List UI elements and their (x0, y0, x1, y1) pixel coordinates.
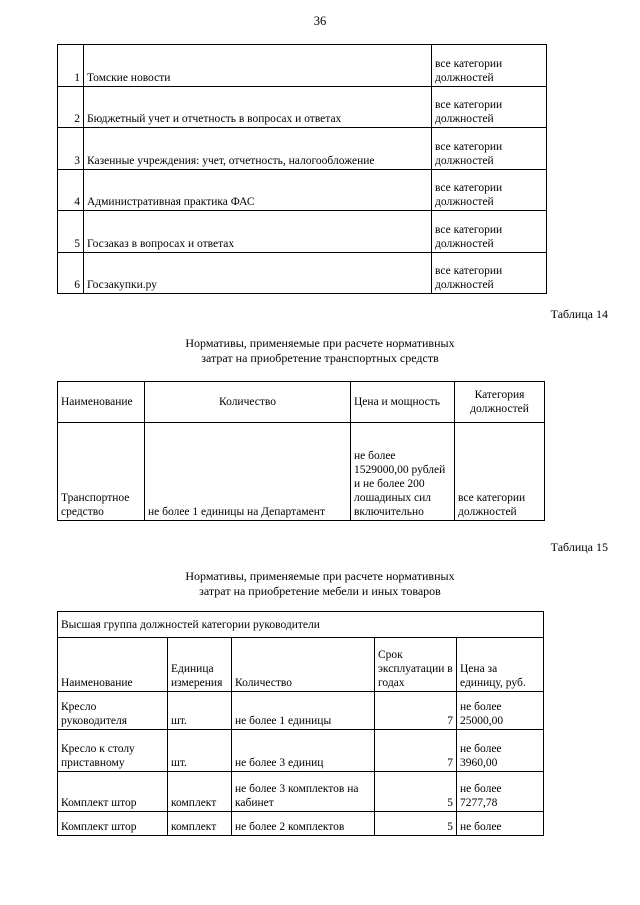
item-quantity: не более 3 единиц (232, 730, 375, 772)
periodicals-table (57, 44, 547, 294)
item-term: 5 (375, 772, 457, 812)
item-term: 7 (375, 730, 457, 772)
header-name: Наименование (58, 638, 168, 692)
periodical-name: Казенные учреждения: учет, отчетность, налогообложение (84, 128, 432, 170)
item-price: не более 3960,00 (457, 730, 544, 772)
item-price: не более 25000,00 (457, 692, 544, 730)
row-number: 2 (58, 86, 84, 128)
item-term: 7 (375, 692, 457, 730)
item-unit: шт. (168, 730, 232, 772)
row-number: 6 (58, 252, 84, 294)
page-number: 36 (313, 14, 327, 28)
item-quantity: не более 1 единицы (232, 692, 375, 730)
position-category: все категории должностей (432, 128, 547, 170)
periodical-name: Госзакупки.ру (84, 252, 432, 294)
position-category: все категории должностей (432, 45, 547, 87)
transport-norms-table (57, 381, 545, 521)
table-row (58, 692, 544, 730)
item-name: Комплект штор (58, 772, 168, 812)
table-row (58, 86, 547, 128)
item-name: Транспортное средство (58, 423, 145, 521)
position-group-title: Высшая группа должностей категории руководители (58, 612, 544, 638)
periodical-name: Бюджетный учет и отчетность в вопросах и ответах (84, 86, 432, 128)
item-unit: комплект (168, 772, 232, 812)
periodical-name: Административная практика ФАС (84, 169, 432, 211)
item-price: не более (457, 812, 544, 836)
row-number: 1 (58, 45, 84, 87)
table-14-title (0, 336, 640, 366)
table-header-row (58, 638, 544, 692)
table-row (58, 252, 547, 294)
item-name: Кресло к столу приставному (58, 730, 168, 772)
header-name: Наименование (58, 382, 145, 423)
table-14-label: Таблица 14 (550, 307, 608, 321)
item-unit: шт. (168, 692, 232, 730)
header-quantity: Количество (145, 382, 351, 423)
table-row (58, 169, 547, 211)
position-category: все категории должностей (432, 211, 547, 253)
table-row (58, 730, 544, 772)
item-quantity: не более 2 комплектов (232, 812, 375, 836)
table-14-title-line-2: затрат на приобретение транспортных средств (201, 351, 439, 365)
furniture-norms-table (57, 611, 544, 836)
position-category: все категории должностей (432, 86, 547, 128)
table-row (58, 812, 544, 836)
row-number: 3 (58, 128, 84, 170)
header-unit: Единица измерения (168, 638, 232, 692)
item-quantity: не более 1 единицы на Департамент (145, 423, 351, 521)
item-name: Комплект штор (58, 812, 168, 836)
item-term: 5 (375, 812, 457, 836)
table-14-title-line-1: Нормативы, применяемые при расчете нормативных (185, 336, 455, 350)
header-price: Цена за единицу, руб. (457, 638, 544, 692)
header-price: Цена и мощность (351, 382, 455, 423)
periodical-name: Томские новости (84, 45, 432, 87)
item-category: все категории должностей (455, 423, 545, 521)
table-15-title-line-2: затрат на приобретение мебели и иных товаров (199, 584, 441, 598)
table-15-title (0, 569, 640, 599)
item-price: не более 1529000,00 рублей и не более 200 лошадиных сил включительно (351, 423, 455, 521)
group-row (58, 612, 544, 638)
table-15-label: Таблица 15 (550, 540, 608, 554)
header-term: Срок эксплуатации в годах (375, 638, 457, 692)
table-row (58, 423, 545, 521)
row-number: 5 (58, 211, 84, 253)
table-header-row (58, 382, 545, 423)
table-row (58, 772, 544, 812)
table-row (58, 211, 547, 253)
periodical-name: Госзаказ в вопросах и ответах (84, 211, 432, 253)
position-category: все категории должностей (432, 252, 547, 294)
table-15-title-line-1: Нормативы, применяемые при расчете нормативных (185, 569, 455, 583)
row-number: 4 (58, 169, 84, 211)
table-row (58, 128, 547, 170)
position-category: все категории должностей (432, 169, 547, 211)
header-category: Категория должностей (455, 382, 545, 423)
item-quantity: не более 3 комплектов на кабинет (232, 772, 375, 812)
table-row (58, 45, 547, 87)
item-price: не более 7277,78 (457, 772, 544, 812)
item-unit: комплект (168, 812, 232, 836)
header-quantity: Количество (232, 638, 375, 692)
item-name: Кресло руководителя (58, 692, 168, 730)
